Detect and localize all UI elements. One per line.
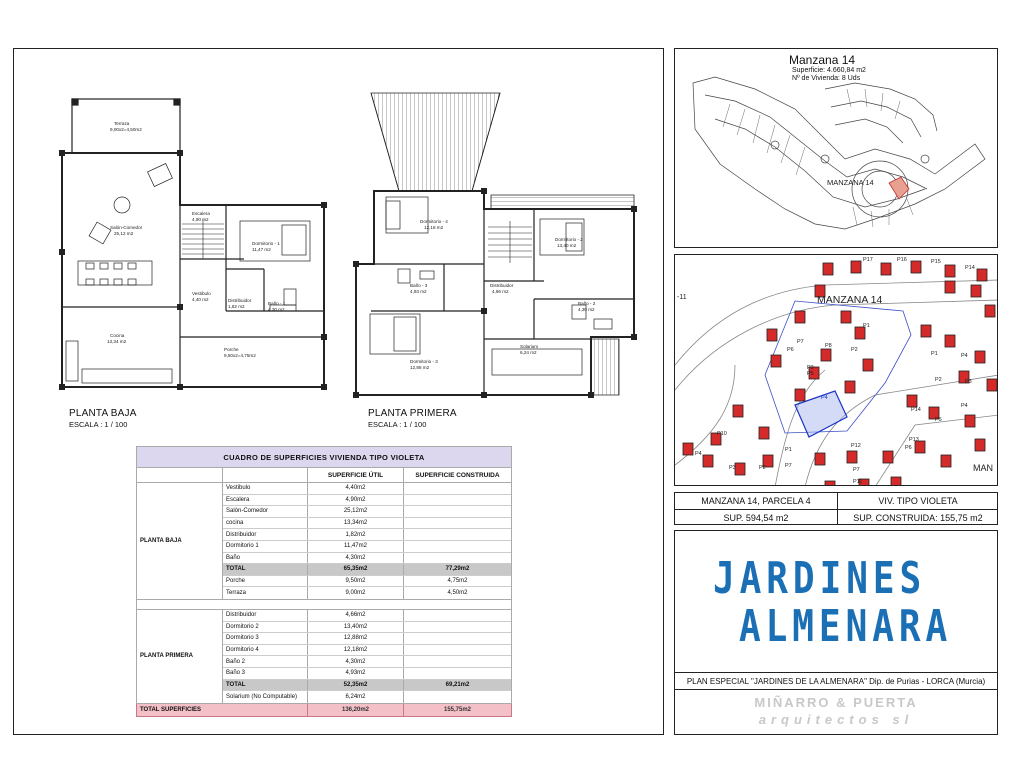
- grand-total-construida: 155,75m2: [443, 706, 472, 713]
- plot-number-label: P1: [931, 351, 938, 357]
- table-row: [223, 610, 511, 622]
- room-area: 11,47 m2: [252, 247, 271, 252]
- util-area-cell: 4,66m2: [308, 610, 404, 621]
- house-marker: [911, 261, 921, 273]
- ground-floor-plan: [59, 99, 327, 390]
- house-marker: [771, 355, 781, 367]
- title-block: [674, 530, 998, 735]
- table-row: [223, 576, 511, 588]
- house-marker: [987, 379, 997, 391]
- house-marker: [945, 281, 955, 293]
- room-name-cell: Porche: [223, 576, 308, 587]
- util-area-cell: 52,35m2: [308, 680, 404, 691]
- table-row: [223, 529, 511, 541]
- room-label: Salón-Comedor: [110, 225, 143, 230]
- room-name-cell: Solarium (No Computable): [223, 691, 308, 703]
- house-marker: [971, 285, 981, 297]
- table-row: [223, 656, 511, 668]
- room-label: Distribuidor: [490, 283, 514, 288]
- brand-logo-line2: ALMENARA: [739, 601, 953, 652]
- table-row: [223, 645, 511, 657]
- plot-number-label: P4: [695, 451, 702, 457]
- plot-number-label: P1: [863, 323, 870, 329]
- house-marker: [795, 311, 805, 323]
- house-marker: [977, 269, 987, 281]
- house-marker: [863, 359, 873, 371]
- house-marker: [795, 389, 805, 401]
- plot-number-label: P13: [909, 437, 919, 443]
- room-name-cell: Dormitorio 3: [223, 633, 308, 644]
- constructed-area-cell: [404, 553, 511, 564]
- room-name-cell: Terraza: [223, 587, 308, 599]
- plot-number-label: P4: [961, 403, 968, 409]
- room-area: 13,40 m2: [557, 243, 577, 248]
- house-marker: [841, 311, 851, 323]
- parcel-info: [674, 492, 998, 525]
- grand-total-row: [136, 704, 512, 717]
- room-label: Escalera: [192, 211, 210, 216]
- house-marker: [907, 395, 917, 407]
- house-marker: [733, 405, 743, 417]
- floor-plans-drawing: [14, 49, 665, 409]
- room-label: Dormitorio - 3: [410, 359, 438, 364]
- house-marker: [965, 415, 975, 427]
- grand-total-util: 136,20m2: [308, 704, 404, 716]
- highlighted-plot-label: P4: [821, 395, 828, 401]
- util-area-cell: 4,40m2: [308, 483, 404, 494]
- room-name-cell: Baño: [223, 553, 308, 564]
- house-marker: [823, 263, 833, 275]
- house-marker: [683, 443, 693, 455]
- room-name-cell: Escalera: [223, 495, 308, 506]
- util-area-cell: 9,00m2: [308, 587, 404, 599]
- room-name-cell: Baño 2: [223, 656, 308, 667]
- constructed-area-cell: [404, 633, 511, 644]
- plot-number-label: P6: [787, 347, 794, 353]
- plot-map-edge-right: MAN: [973, 463, 993, 473]
- plot-number-label: P10: [717, 431, 727, 437]
- surfaces-table: [136, 446, 512, 717]
- plot-map-drawing: [675, 255, 998, 486]
- table-row: [223, 495, 511, 507]
- ground-floor-title: PLANTA BAJA: [69, 408, 137, 419]
- room-name-cell: Vestibulo: [223, 483, 308, 494]
- parcel-construida: SUP. CONSTRUIDA: 155,75 m2: [853, 513, 983, 523]
- table-row: [223, 691, 511, 703]
- plot-number-label: P3: [807, 365, 814, 371]
- floor-plan-sheet: [13, 48, 664, 735]
- plot-map: [674, 254, 998, 486]
- constructed-area-cell: [404, 622, 511, 633]
- room-area: 4,90 m2: [192, 217, 209, 222]
- brand-logo-line1: JARDINES: [713, 553, 927, 604]
- util-area-cell: 13,40m2: [308, 622, 404, 633]
- room-label: Baño - 3: [410, 283, 428, 288]
- util-area-cell: 4,93m2: [308, 668, 404, 679]
- room-area: 12,18 m2: [424, 225, 444, 230]
- house-marker: [883, 451, 893, 463]
- room-label: Dormitorio - 4: [420, 219, 448, 224]
- room-area: 4,66 m2: [492, 289, 509, 294]
- plot-map-edge-left: -11: [677, 294, 687, 301]
- table-row: [223, 633, 511, 645]
- parcel-tipo: VIV. TIPO VIOLETA: [878, 496, 958, 506]
- room-name-cell: Dormitorio 4: [223, 645, 308, 656]
- room-label: Dormitorio - 1: [252, 241, 280, 246]
- util-area-cell: 6,24m2: [308, 691, 404, 703]
- table-row: [223, 587, 511, 599]
- plot-number-label: P17: [863, 257, 873, 263]
- room-area: 4,30 m2: [578, 307, 595, 312]
- table-row: [223, 553, 511, 565]
- grand-total-label: TOTAL SUPERFICIES: [137, 704, 308, 716]
- total-row: [223, 564, 511, 576]
- room-label: Vestibulo: [192, 291, 211, 296]
- house-marker: [851, 261, 861, 273]
- plot-number-label: P5: [935, 417, 942, 423]
- plot-number-label: P2: [935, 377, 942, 383]
- architect-firm-subtitle: arquitectos sl: [758, 712, 914, 727]
- plot-number-label: P15: [931, 259, 941, 265]
- room-label: Distribuidor: [228, 298, 252, 303]
- room-label: Terraza: [114, 121, 130, 126]
- constructed-area-cell: [404, 656, 511, 667]
- room-label: Dormitorio - 2: [555, 237, 583, 242]
- plot-number-label: P2: [759, 465, 766, 471]
- plot-number-label: P12: [851, 443, 861, 449]
- constructed-area-cell: 69,21m2: [445, 681, 470, 688]
- room-label: Baño - 2: [578, 301, 596, 306]
- table-row: [223, 518, 511, 530]
- parcel-superficie: SUP. 594,54 m2: [723, 513, 789, 523]
- constructed-area-cell: 77,29m2: [445, 566, 470, 573]
- plot-number-label: P5: [807, 371, 814, 377]
- constructed-area-cell: 4,50m2: [447, 590, 468, 597]
- house-marker: [825, 481, 835, 486]
- section-label: PLANTA BAJA: [137, 483, 223, 599]
- room-area: 4,93 m2: [410, 289, 427, 294]
- plot-number-label: P11: [853, 479, 863, 485]
- room-area: 6,24 m2: [520, 350, 537, 355]
- surfaces-table-title: CUADRO DE SUPERFICIES VIVIENDA TIPO VIOLETA: [136, 446, 512, 468]
- constructed-area-cell: [404, 610, 511, 621]
- room-name-cell: Dormitorio 2: [223, 622, 308, 633]
- util-area-cell: 4,30m2: [308, 553, 404, 564]
- house-marker: [821, 349, 831, 361]
- room-label: Baño - 1: [268, 301, 286, 306]
- room-name-cell: Dormitorio 1: [223, 541, 308, 552]
- architect-firm-name: MIÑARRO & PUERTA: [754, 695, 918, 710]
- util-area-cell: 12,18m2: [308, 645, 404, 656]
- house-marker: [945, 265, 955, 277]
- room-label: Solarium: [520, 344, 539, 349]
- parcel-manzana: MANZANA 14, PARCELA 4: [701, 496, 811, 506]
- room-area: 9,00x2=4,50m2: [110, 127, 142, 132]
- constructed-area-cell: [404, 645, 511, 656]
- map-viviendas: Nº de Vivienda: 8 Uds: [792, 75, 861, 82]
- location-map: [674, 48, 998, 248]
- util-area-cell: 1,82m2: [308, 529, 404, 540]
- table-row: [223, 506, 511, 518]
- first-floor-plan: [353, 93, 637, 398]
- constructed-area-cell: [404, 495, 511, 506]
- total-row: [223, 680, 511, 692]
- plot-number-label: P6: [905, 445, 912, 451]
- plot-number-label: P3: [729, 465, 736, 471]
- map-title: Manzana 14: [789, 53, 856, 67]
- room-area: 4,40 m2: [192, 297, 209, 302]
- header-construida: SUPERFICIE CONSTRUIDA: [415, 471, 500, 479]
- house-marker: [881, 263, 891, 275]
- plot-number-label: P16: [897, 257, 907, 263]
- util-area-cell: 12,88m2: [308, 633, 404, 644]
- table-row: [223, 483, 511, 495]
- house-marker: [703, 455, 713, 467]
- plan-especial-caption: PLAN ESPECIAL "JARDINES DE LA ALMENARA" Dip. de Purias - LORCA (Murcia): [675, 672, 997, 690]
- room-area: 25,12 m2: [114, 231, 134, 236]
- util-area-cell: 9,50m2: [308, 576, 404, 587]
- plot-number-label: P7: [785, 463, 792, 469]
- plot-number-label: P14: [911, 407, 921, 413]
- constructed-area-cell: [404, 506, 511, 517]
- plot-number-label: P7: [853, 467, 860, 473]
- plot-number-label: P14: [965, 265, 975, 271]
- house-marker: [941, 455, 951, 467]
- room-name-cell: TOTAL: [223, 564, 308, 575]
- surfaces-section: [136, 483, 512, 600]
- ground-floor-scale: ESCALA : 1 / 100: [69, 420, 128, 429]
- table-row: [223, 668, 511, 680]
- room-area: 4,30 m2: [268, 307, 285, 312]
- plot-number-label: P1: [785, 447, 792, 453]
- plot-number-label: P7: [797, 339, 804, 345]
- util-area-cell: 13,34m2: [308, 518, 404, 529]
- header-util: SUPERFICIE ÚTIL: [308, 468, 404, 482]
- room-label: Porche: [224, 347, 239, 352]
- surfaces-table-header: [136, 468, 512, 483]
- room-label: Cocina: [110, 333, 125, 338]
- table-row: [223, 622, 511, 634]
- plot-number-label: P2: [851, 347, 858, 353]
- constructed-area-cell: [404, 483, 511, 494]
- house-marker: [815, 453, 825, 465]
- room-name-cell: TOTAL: [223, 680, 308, 691]
- room-area: 1,82 m2: [228, 304, 245, 309]
- house-marker: [759, 427, 769, 439]
- util-area-cell: 4,30m2: [308, 656, 404, 667]
- surfaces-section: [136, 610, 512, 704]
- house-marker: [975, 439, 985, 451]
- room-name-cell: Baño 3: [223, 668, 308, 679]
- room-area: 9,50x2=4,75m2: [224, 353, 256, 358]
- plot-number-label: P3: [965, 379, 972, 385]
- house-marker: [975, 351, 985, 363]
- house-marker: [921, 325, 931, 337]
- house-marker: [735, 463, 745, 475]
- first-floor-scale: ESCALA : 1 / 100: [368, 420, 427, 429]
- constructed-area-cell: [404, 529, 511, 540]
- constructed-area-cell: 4,75m2: [447, 578, 468, 585]
- room-area: 13,34 m2: [107, 339, 127, 344]
- room-name-cell: Distribuidor: [223, 529, 308, 540]
- house-marker: [985, 305, 995, 317]
- room-name-cell: Salón-Comedor: [223, 506, 308, 517]
- util-area-cell: 4,90m2: [308, 495, 404, 506]
- constructed-area-cell: [404, 668, 511, 679]
- util-area-cell: 11,47m2: [308, 541, 404, 552]
- map-superficie: Superficie: 4.660,84 m2: [792, 67, 866, 74]
- house-marker: [847, 451, 857, 463]
- first-floor-title: PLANTA PRIMERA: [368, 408, 457, 419]
- util-area-cell: 65,35m2: [308, 564, 404, 575]
- room-area: 12,88 m2: [410, 365, 430, 370]
- house-marker: [767, 329, 777, 341]
- constructed-area-cell: [404, 541, 511, 552]
- plot-number-label: P4: [961, 353, 968, 359]
- house-marker: [891, 477, 901, 486]
- table-row: [223, 541, 511, 553]
- house-marker: [945, 335, 955, 347]
- room-name-cell: Distribuidor: [223, 610, 308, 621]
- constructed-area-cell: [404, 691, 511, 703]
- util-area-cell: 25,12m2: [308, 506, 404, 517]
- plot-map-manzana-label: MANZANA 14: [817, 294, 883, 306]
- section-label: PLANTA PRIMERA: [137, 610, 223, 703]
- house-marker: [845, 381, 855, 393]
- map-manzana-label: MANZANA 14: [827, 178, 874, 187]
- room-name-cell: cocina: [223, 518, 308, 529]
- plot-number-label: P8: [825, 343, 832, 349]
- constructed-area-cell: [404, 518, 511, 529]
